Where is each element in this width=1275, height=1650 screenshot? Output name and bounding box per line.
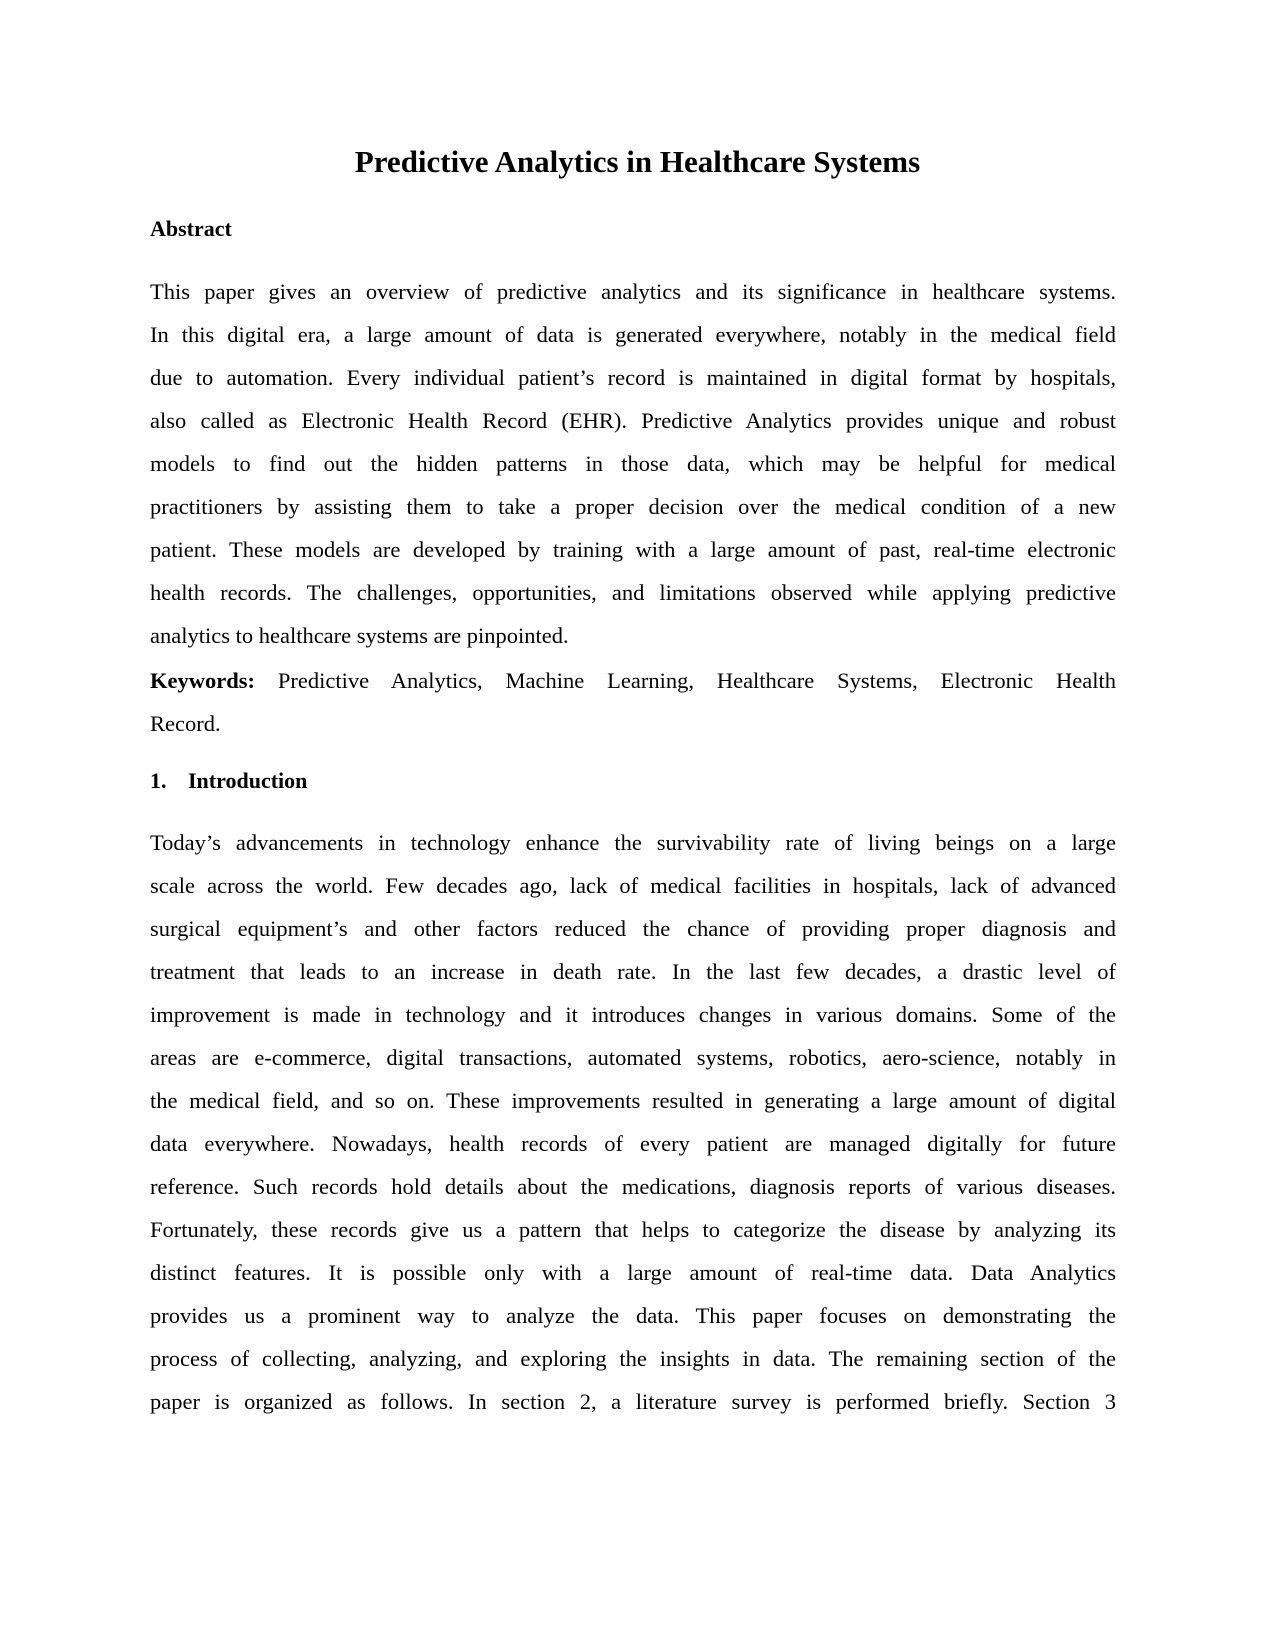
keywords-line (150, 659, 1116, 702)
abstract-line: health records. The challenges, opportunities, and limitations observed while applying predictive (150, 580, 1116, 605)
keywords-block (150, 659, 1116, 745)
intro-line: provides us a prominent way to analyze the data. This paper focuses on demonstrating the (150, 1303, 1116, 1328)
section-number: 1. (150, 768, 167, 793)
intro-line: treatment that leads to an increase in death rate. In the last few decades, a drastic level of (150, 959, 1116, 984)
intro-line: paper is organized as follows. In section 2, a literature survey is performed briefly. Section 3 (150, 1389, 1116, 1414)
abstract-body (150, 270, 1116, 657)
intro-line: reference. Such records hold details about the medications, diagnosis reports of various diseases. (150, 1174, 1116, 1199)
paper-title: Predictive Analytics in Healthcare Systems (354, 144, 921, 179)
intro-line: the medical field, and so on. These improvements resulted in generating a large amount of digital (150, 1088, 1116, 1113)
abstract-line: analytics to healthcare systems are pinpointed. (150, 623, 569, 648)
intro-line: Fortunately, these records give us a pattern that helps to categorize the disease by analyzing its (150, 1217, 1116, 1242)
introduction-body (150, 821, 1116, 1423)
intro-line: surgical equipment’s and other factors reduced the chance of providing proper diagnosis and (150, 916, 1116, 941)
abstract-line: due to automation. Every individual patient’s record is maintained in digital format by hospitals, (150, 365, 1116, 390)
abstract-line: models to find out the hidden patterns in those data, which may be helpful for medical (150, 451, 1116, 476)
abstract-heading: Abstract (150, 216, 232, 241)
abstract-line: also called as Electronic Health Record (EHR). Predictive Analytics provides unique and robust (150, 408, 1116, 433)
keywords-list: Predictive Analytics, Machine Learning, Healthcare Systems, Electronic Health (255, 668, 1116, 693)
intro-line: process of collecting, analyzing, and exploring the insights in data. The remaining section of the (150, 1346, 1116, 1371)
section-title: Introduction (188, 768, 308, 793)
abstract-line: patient. These models are developed by training with a large amount of past, real-time electronic (150, 537, 1116, 562)
keywords-label: Keywords: (150, 668, 255, 693)
intro-line: scale across the world. Few decades ago, lack of medical facilities in hospitals, lack of advanced (150, 873, 1116, 898)
intro-line: distinct features. It is possible only with a large amount of real-time data. Data Analytics (150, 1260, 1116, 1285)
keywords-line-2: Record. (150, 711, 221, 736)
introduction-heading (150, 766, 307, 796)
intro-line: data everywhere. Nowadays, health records of every patient are managed digitally for future (150, 1131, 1116, 1156)
intro-line: improvement is made in technology and it introduces changes in various domains. Some of the (150, 1002, 1116, 1027)
intro-line: areas are e-commerce, digital transactions, automated systems, robotics, aero-science, notably in (150, 1045, 1116, 1070)
abstract-line: In this digital era, a large amount of data is generated everywhere, notably in the medical field (150, 322, 1116, 347)
intro-line: Today’s advancements in technology enhance the survivability rate of living beings on a large (150, 830, 1116, 855)
abstract-line: This paper gives an overview of predictive analytics and its significance in healthcare systems. (150, 279, 1116, 304)
abstract-line: practitioners by assisting them to take a proper decision over the medical condition of a new (150, 494, 1116, 519)
